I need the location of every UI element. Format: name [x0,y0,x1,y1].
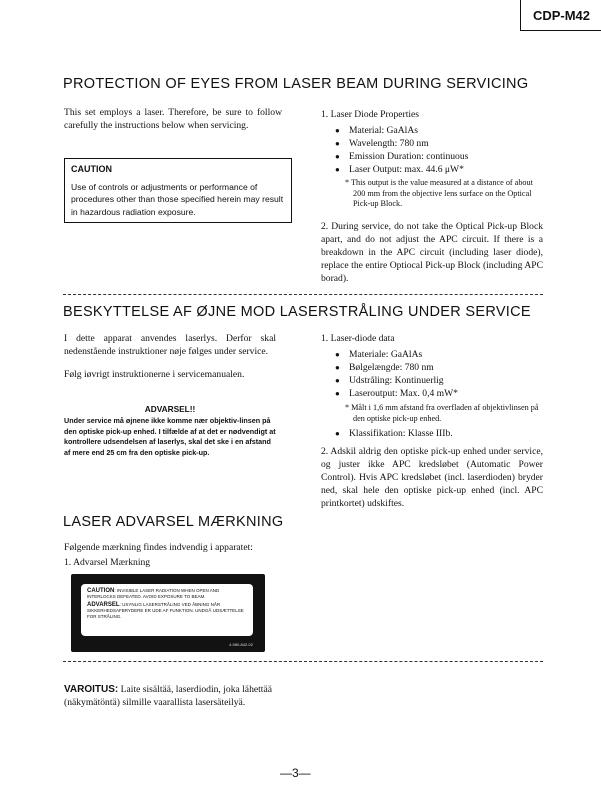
label-caution-text: : INVISIBLE LASER RADIATION WHEN OPEN AND INTERLOCKS DEFEATED. AVOID EXPOSURE TO BEAM. [87,588,220,599]
label-caution-head: CAUTION [87,588,115,594]
section-title-da: BESKYTTELSE AF ØJNE MOD LASERSTRÅLING UNDER SERVICE [63,304,531,320]
service-instruction-en: 2. During service, do not take the Optical Pick-up Block apart, and do not adjust the APC circuit. If there is a breakdown in the APC circuit (including laser diode), replace the entire Optiocal Pick-up Block (including APC borad). [321,221,543,284]
list-item: ● Material: GaAlAs [335,124,543,137]
divider [63,661,543,662]
footnote: * This output is the value measured at a distance of about 200 mm from the objective lens surface on the Optical Pick-up Block. [345,178,533,208]
bullet-list [335,348,543,400]
laser-warning-label [71,574,265,652]
list-title: 1. Laser-diode data [321,333,395,344]
page-number: —3— [280,766,311,780]
list-item: ● Laser Output: max. 44.6 μW* [335,163,543,176]
finnish-warning-text: Laite sisältää, laserdiodin, joka lähettää (näkymätöntä) silmille vaarallista lasersäteilyä. [64,684,272,708]
label-advarsel-text: : USYNLIG LASERSTRÅLING VED ÅBNING NÅR SIKKERHEDSAFBRYDERE ER UDE AF FUNKTION. UNDGÅ UDSÆTTELSE FOR STRÅLING. [87,602,244,619]
label-part-number: 4-980-842-02 [228,642,253,647]
caution-box-en [64,158,292,223]
list-item: ● Wavelength: 780 nm [335,137,543,150]
list-item: ● Klassifikation: Klasse IIIb. [335,427,543,440]
intro-da: I dette apparat anvendes laserlys. Derfor skal nedenstående instruktioner nøje følges under service. [64,333,276,357]
model-number: CDP-M42 [520,0,601,31]
caution-title: CAUTION [71,164,112,174]
finnish-warning-lead: VAROITUS: [64,684,119,695]
laser-properties-da [321,332,543,440]
list-item: ● Udstråling: Kontinuerlig [335,374,543,387]
list-item: ● Emission Duration: continuous [335,150,543,163]
warning-text-da: Under service må øjnene ikke komme nær objektiv-linsen på den optiske pick-up enhed. I tilfælde af at det er nødvendigt at kontrollere udsendelsen af laserlys, skal det ske i en afstand af mere end 25 cm fra den optiske pick-up. [64,416,276,457]
section-title-en: PROTECTION OF EYES FROM LASER BEAM DURING SERVICING [63,76,529,92]
list-title: 1. Laser Diode Properties [321,109,420,120]
finnish-warning [64,683,314,709]
label-caution [87,588,247,600]
label-text-panel [81,584,253,636]
section-title-marking: LASER ADVARSEL MÆRKNING [63,514,284,530]
bullet-list [335,124,543,176]
service-instruction-da: 2. Adskil aldrig den optiske pick-up enhed under service, og juster ikke APC kredsløbet (Automatic Power Control). Hvis APC kredsløbet (incl. laserdioden) bryder ned, skal hele den optiske pick-up enhed (incl. APC printkortet) udskiftes. [321,446,543,509]
divider [63,294,543,295]
caution-text: Use of controls or adjustments or performance of procedures other than those specified herein may result in hazardous radiation exposure. [71,181,284,217]
list-item: ● Materiale: GaAlAs [335,348,543,361]
intro-en: This set employs a laser. Therefore, be sure to follow carefully the instructions below when servicing. [64,107,282,131]
label-advarsel [87,602,247,620]
label-advarsel-head: ADVARSEL [87,602,120,608]
list-item: ● Bølgelængde: 780 nm [335,361,543,374]
marking-item: 1. Advarsel Mærkning [64,557,151,568]
laser-properties-en [321,108,543,210]
list-item: ● Laseroutput: Max. 0,4 mW* [335,387,543,400]
footnote: * Målt i 1,6 mm afstand fra overfladen af objektivlinsen på den optiske pick-up enhed. [345,403,539,423]
intro2-da: Følg iøvrigt instruktionerne i servicemanualen. [64,369,245,380]
marking-intro: Følgende mærkning findes indvendig i apparatet: [64,542,253,553]
warning-title-da: ADVARSEL!! [144,404,196,414]
bullet-list [335,427,543,440]
